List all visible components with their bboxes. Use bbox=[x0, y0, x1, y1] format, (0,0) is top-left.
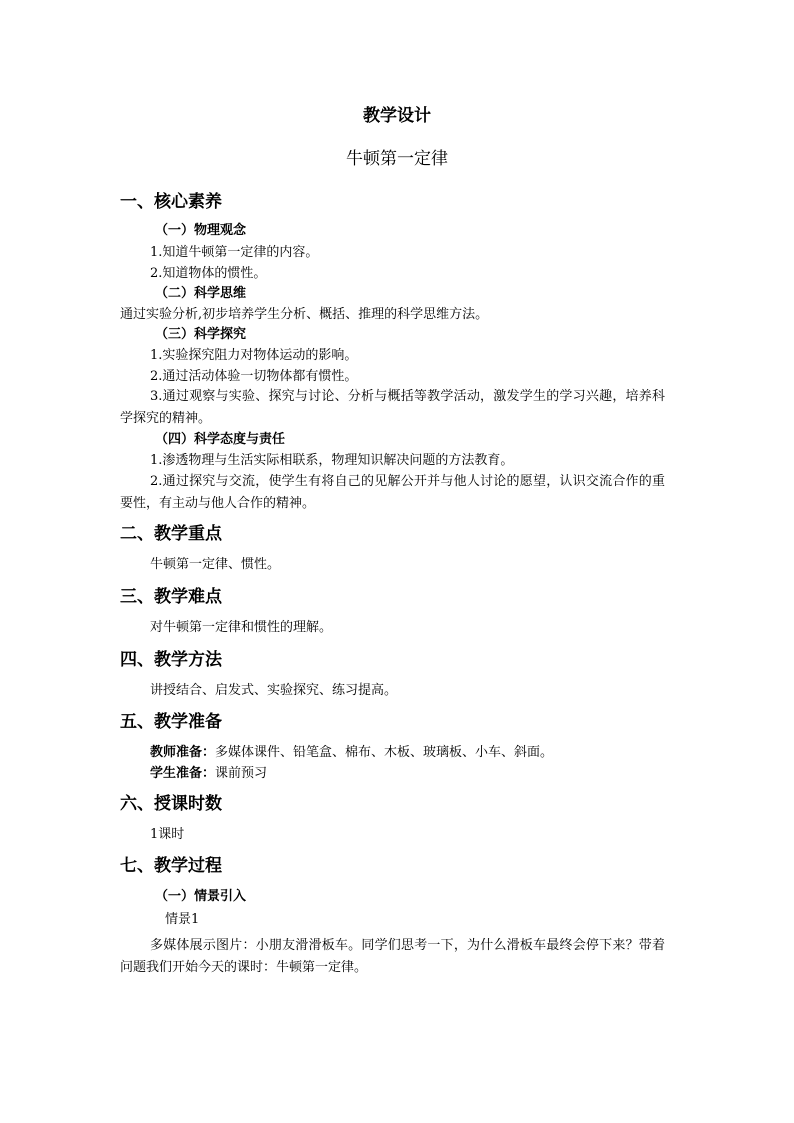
document-subtitle: 牛顿第一定律 bbox=[346, 149, 448, 169]
subheading-attitude-responsibility: （四）科学态度与责任 bbox=[155, 432, 286, 447]
section-heading-core-literacy: 一、核心素养 bbox=[120, 192, 222, 212]
text-line: 2.通过活动体验一切物体都有惯性。 bbox=[150, 369, 358, 384]
student-preparation-label: 学生准备： bbox=[150, 766, 216, 781]
section-heading-difficulties: 三、教学难点 bbox=[120, 587, 222, 607]
section-heading-methods: 四、教学方法 bbox=[120, 650, 222, 670]
text-line: 牛顿第一定律、惯性。 bbox=[150, 557, 281, 572]
subheading-scenario-intro: （一）情景引入 bbox=[155, 889, 247, 904]
section-heading-key-points: 二、教学重点 bbox=[120, 524, 222, 544]
text-paragraph: 多媒体展示图片：小朋友滑滑板车。同学们思考一下，为什么滑板车最终会停下来？带着问题我们开始今天的课时：牛顿第一定律。 bbox=[120, 938, 665, 975]
teacher-preparation-label: 教师准备： bbox=[150, 745, 216, 760]
text-line: 通过实验分析,初步培养学生分析、概括、推理的科学思维方法。 bbox=[120, 307, 489, 322]
section-heading-preparation: 五、教学准备 bbox=[120, 712, 222, 732]
subheading-scientific-inquiry: （三）科学探究 bbox=[155, 327, 247, 342]
teacher-preparation-line bbox=[150, 743, 553, 763]
text-paragraph: 3.通过观察与实验、探究与讨论、分析与概括等教学活动，激发学生的学习兴趣，培养科学探究的精神。 bbox=[120, 389, 665, 426]
text-line: 1课时 bbox=[150, 827, 185, 842]
subheading-scientific-thinking: （二）科学思维 bbox=[155, 286, 247, 301]
text-line: 2.知道物体的惯性。 bbox=[150, 266, 267, 281]
student-preparation-text: 课前预习 bbox=[215, 766, 268, 781]
text-line: 情景1 bbox=[165, 912, 200, 927]
document-title: 教学设计 bbox=[363, 106, 431, 126]
section-heading-teaching-process: 七、教学过程 bbox=[120, 856, 222, 876]
student-preparation-line bbox=[150, 764, 267, 784]
text-line: 1.渗透物理与生活实际相联系，物理知识解决问题的方法教育。 bbox=[150, 453, 514, 468]
text-line: 讲授结合、启发式、实验探究、练习提高。 bbox=[150, 683, 398, 698]
text-line: 1.知道牛顿第一定律的内容。 bbox=[150, 245, 319, 260]
teacher-preparation-text: 多媒体课件、铅笔盒、棉布、木板、玻璃板、小车、斜面。 bbox=[215, 745, 554, 760]
text-paragraph: 2.通过探究与交流，使学生有将自己的见解公开并与他人讨论的愿望，认识交流合作的重要性，有主动与他人合作的精神。 bbox=[120, 474, 665, 511]
subheading-physics-concept: （一）物理观念 bbox=[155, 223, 247, 238]
text-line: 1.实验探究阻力对物体运动的影响。 bbox=[150, 348, 358, 363]
section-heading-class-hours: 六、授课时数 bbox=[120, 794, 222, 814]
text-line: 对牛顿第一定律和惯性的理解。 bbox=[150, 620, 333, 635]
